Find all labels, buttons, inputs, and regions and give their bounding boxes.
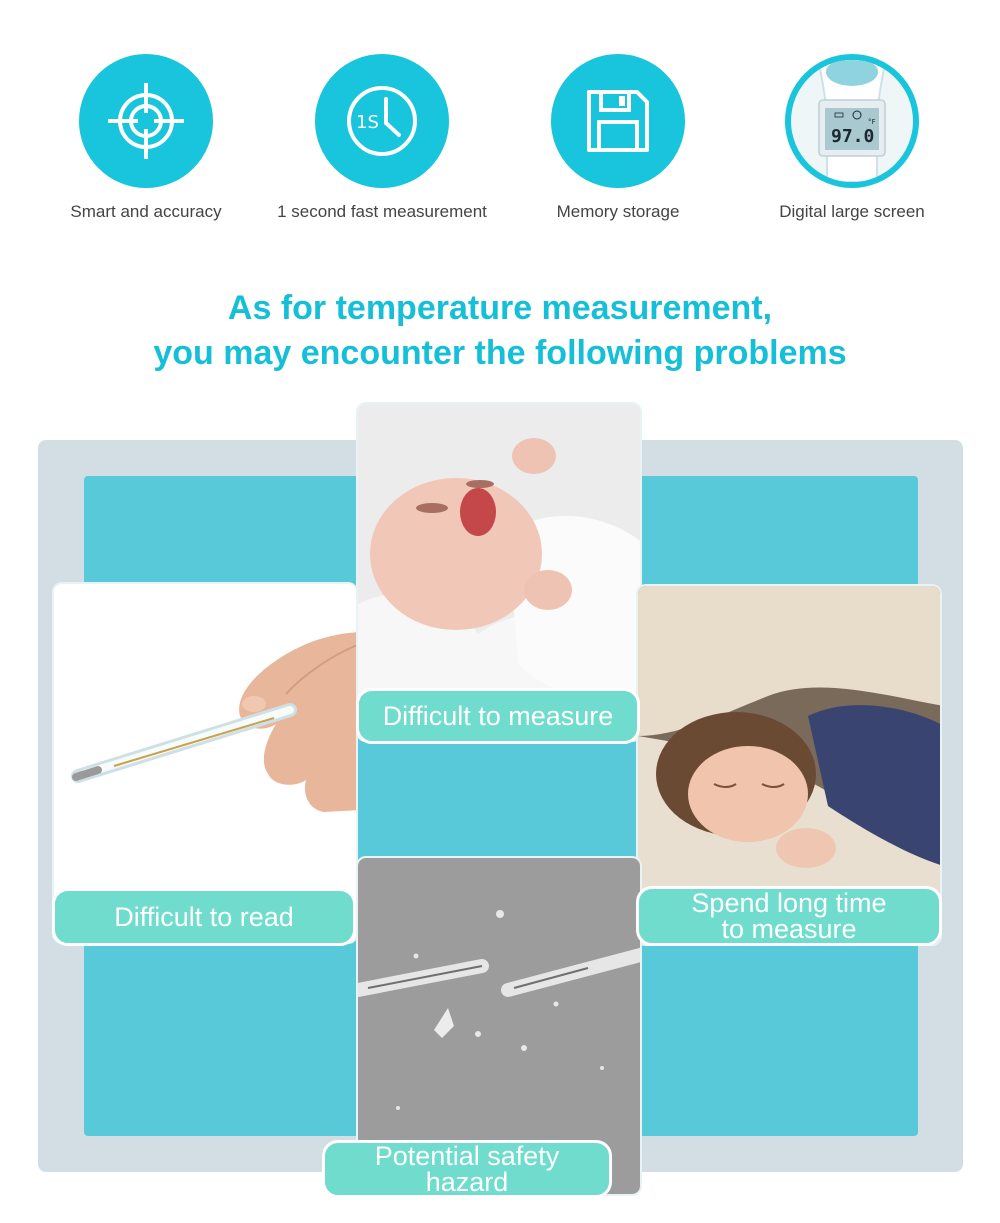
problem-label-hazard-line-2: hazard bbox=[425, 1167, 509, 1197]
problem-label-time-line-1: Spend long time bbox=[691, 888, 887, 918]
one-second-clock-icon bbox=[315, 54, 449, 188]
problem-label-hazard-line-1: Potential safety bbox=[374, 1141, 560, 1171]
svg-text:97.0: 97.0 bbox=[831, 126, 875, 147]
headline bbox=[0, 286, 1000, 376]
feature-label: Memory storage bbox=[556, 202, 680, 221]
feature-memory-storage bbox=[500, 54, 736, 222]
svg-text:°F: °F bbox=[868, 118, 876, 126]
problem-label-time bbox=[636, 886, 942, 946]
problem-label-read: Difficult to read bbox=[52, 888, 356, 946]
feature-label: Digital large screen bbox=[779, 202, 925, 221]
floppy-disk-icon bbox=[551, 54, 685, 188]
thermometer-display-image bbox=[785, 54, 919, 188]
feature-digital-screen bbox=[734, 54, 970, 222]
feature-label: 1 second fast measurement bbox=[277, 202, 487, 221]
svg-text:1S: 1S bbox=[356, 112, 379, 133]
problem-label-hazard bbox=[322, 1140, 612, 1198]
headline-line-1: As for temperature measurement, bbox=[227, 289, 773, 327]
feature-fast-measurement bbox=[264, 54, 500, 222]
crosshair-target-icon bbox=[79, 54, 213, 188]
problem-label-time-line-2: to measure bbox=[721, 914, 857, 944]
feature-smart-accuracy bbox=[28, 54, 264, 222]
problem-label-measure: Difficult to measure bbox=[356, 688, 640, 744]
feature-label: Smart and accuracy bbox=[70, 202, 222, 221]
headline-line-2: you may encounter the following problems bbox=[153, 334, 847, 372]
